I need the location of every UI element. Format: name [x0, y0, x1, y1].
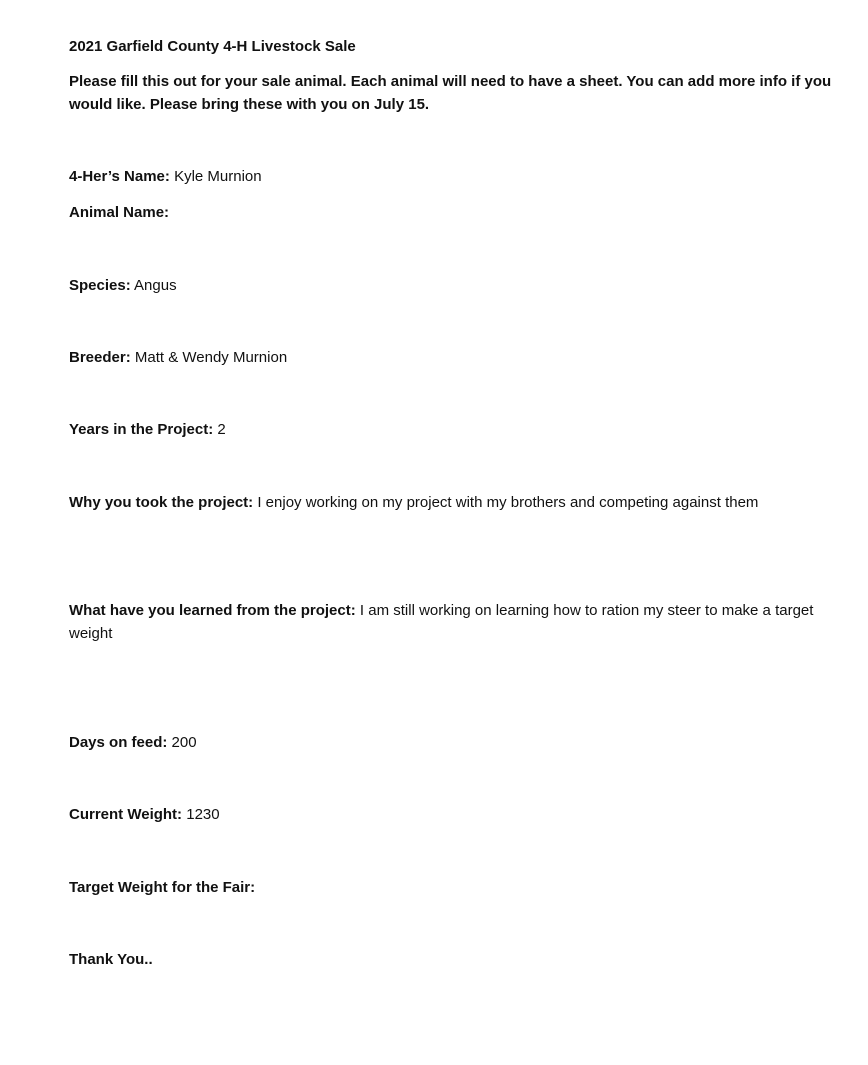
field-label: What have you learned from the project:	[69, 602, 356, 619]
field-4her-name	[69, 165, 829, 188]
field-label: Target Weight for the Fair:	[69, 879, 256, 896]
field-why-project	[69, 491, 844, 514]
field-animal-name	[69, 201, 829, 224]
field-label: Species:	[69, 277, 131, 294]
field-current-weight	[69, 803, 829, 826]
field-label: Why you took the project:	[69, 494, 254, 511]
field-value: Kyle Murnion	[174, 168, 262, 185]
field-label: Current Weight:	[69, 806, 183, 823]
field-value: 1230	[186, 806, 220, 823]
instructions-paragraph: Please fill this out for your sale animal. Each animal will need to have a sheet. You can add more info if you would like. Please bring these with you on July 15.	[69, 73, 832, 113]
document-title: 2021 Garfield County 4-H Livestock Sale	[69, 38, 356, 55]
field-label: Animal Name:	[69, 204, 170, 221]
field-value: 200	[171, 734, 197, 751]
closing-text: Thank You..	[69, 951, 153, 968]
field-days-on-feed	[69, 731, 829, 754]
field-value: I enjoy working on my project with my brothers and competing against them	[257, 494, 759, 511]
field-label: Years in the Project:	[69, 421, 214, 438]
field-value: 2	[217, 421, 226, 438]
field-value: Angus	[134, 277, 177, 294]
field-label: Days on feed:	[69, 734, 168, 751]
field-label: 4-Her’s Name:	[69, 168, 170, 185]
field-value: I am still working on learning how to ration my steer to make a target weight	[69, 602, 814, 642]
field-value: Matt & Wendy Murnion	[134, 349, 288, 366]
field-target-weight	[69, 876, 829, 899]
field-label: Breeder:	[69, 349, 131, 366]
field-species	[69, 274, 829, 297]
field-what-learned	[69, 599, 834, 645]
field-breeder	[69, 346, 829, 369]
field-years-in-project	[69, 418, 829, 441]
